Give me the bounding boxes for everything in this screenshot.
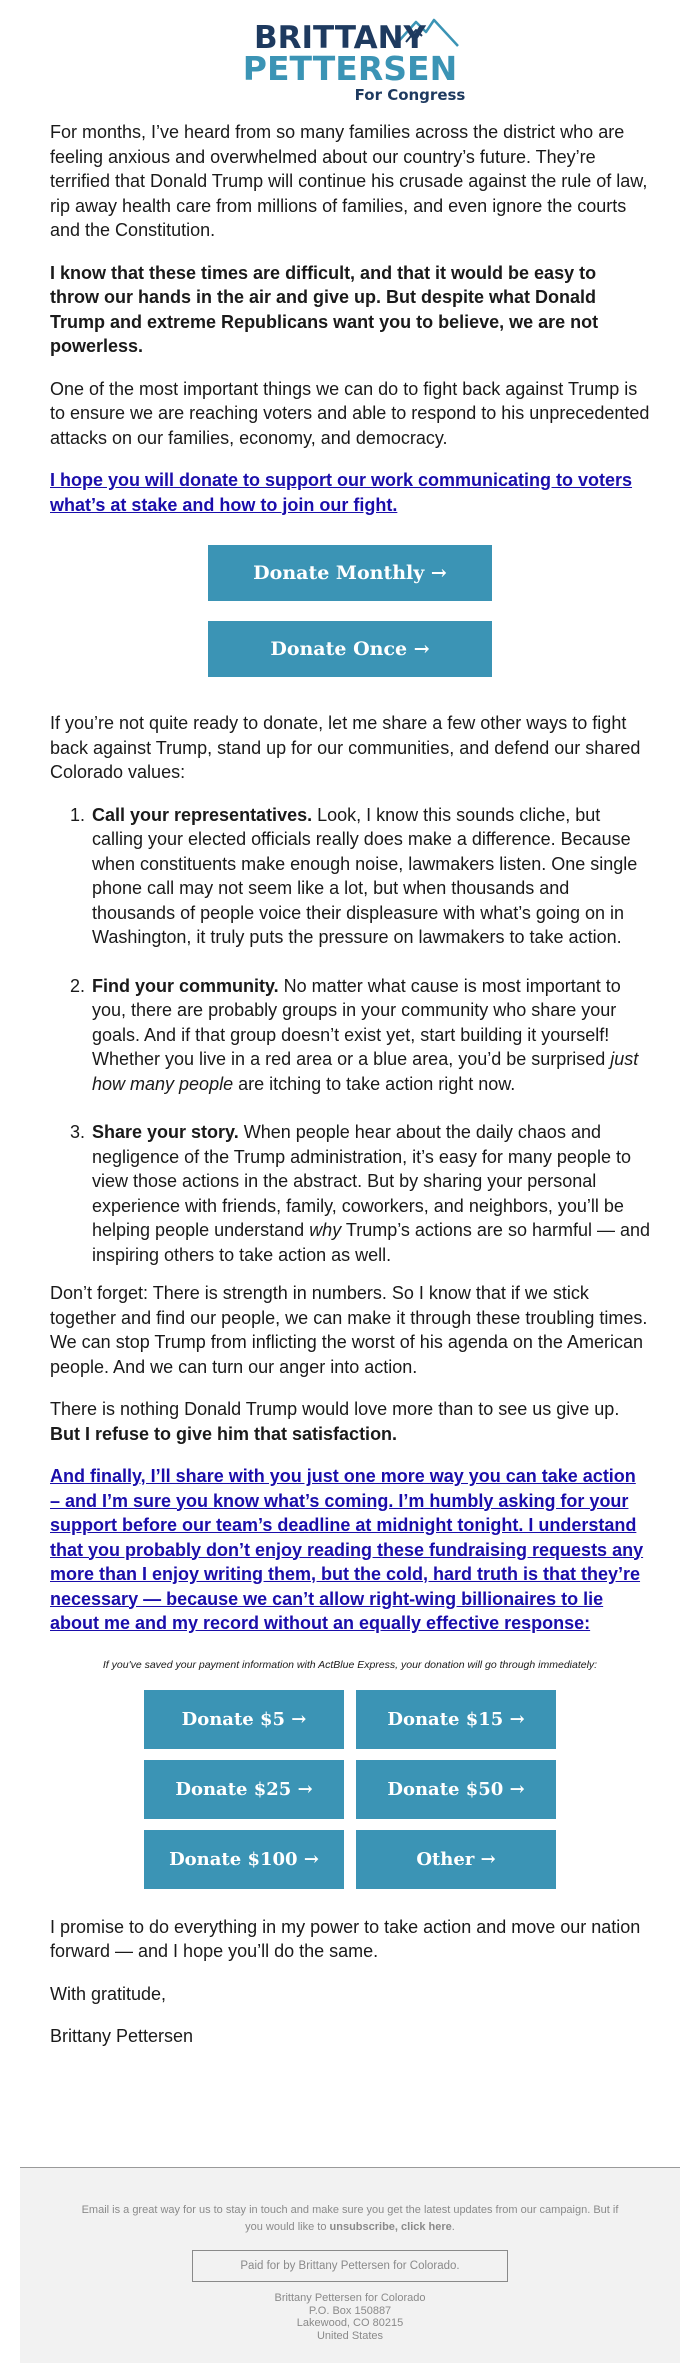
signature: Brittany Pettersen bbox=[50, 2026, 194, 2046]
refuse-paragraph bbox=[50, 1397, 650, 1446]
donate-15-button[interactable]: Donate $15 → bbox=[356, 1690, 556, 1749]
email-footer bbox=[20, 2167, 680, 2363]
campaign-logo-graphic bbox=[220, 16, 480, 106]
address-line: Brittany Pettersen for Colorado bbox=[274, 2292, 426, 2304]
final-appeal bbox=[50, 1464, 650, 1636]
unsubscribe-link[interactable]: unsubscribe, click here bbox=[329, 2221, 452, 2233]
donate-25-button[interactable]: Donate $25 → bbox=[144, 1760, 344, 1819]
closing: With gratitude, bbox=[50, 1983, 167, 2004]
donate-once-button[interactable]: Donate Once → bbox=[208, 621, 492, 677]
logo-line-1: BRITTANY bbox=[253, 20, 427, 56]
list-item-title: Find your community. bbox=[92, 975, 279, 996]
donation-amount-grid bbox=[144, 1690, 556, 1889]
list-item-text-end: Trump’s actions are so harmful — and inspiring others to take action as well. bbox=[92, 1220, 651, 1265]
list-item-title: Share your story. bbox=[92, 1122, 239, 1142]
campaign-logo bbox=[0, 16, 700, 106]
list-item-text-end: are itching to take action right now. bbox=[233, 1073, 516, 1094]
list-item bbox=[90, 1120, 650, 1267]
donate-other-button[interactable]: Other → bbox=[356, 1830, 556, 1889]
list-item-emphasis: why bbox=[309, 1220, 342, 1240]
email-body bbox=[50, 120, 650, 2067]
other-ways-paragraph: If you’re not quite ready to donate, let me share a few other ways to fight back against Trump, stand up for our communities, and defend our shared Colorado values: bbox=[50, 713, 641, 782]
logo-line-3: For Congress bbox=[354, 86, 466, 104]
refuse-emphasis: But I refuse to give him that satisfaction. bbox=[50, 1423, 398, 1444]
footer-message bbox=[80, 2202, 620, 2236]
list-item-text: No matter what cause is most important to you, there are probably groups in your community who share your goals. And if that group doesn’t exist yet, start building it yourself! Whether you live in a red area or a blue area, you’d be surprised bbox=[92, 975, 621, 1069]
refuse-text: There is nothing Donald Trump would love more than to see us give up. bbox=[50, 1399, 620, 1419]
intro-paragraph: For months, I’ve heard from so many families across the district who are feeling anxious and overwhelmed about our country’s future. They’re terrified that Donald Trump will continue his crusade against the rule of law, rip away health care from millions of families, and even ignore the courts and the Constitution. bbox=[50, 122, 648, 240]
donate-100-button[interactable]: Donate $100 → bbox=[144, 1830, 344, 1889]
list-item-emphasis: just how many people bbox=[92, 1049, 639, 1094]
donate-appeal bbox=[50, 468, 650, 517]
fight-back-paragraph: One of the most important things we can do to fight back against Trump is to ensure we are reaching voters and able to respond to his unprecedented attacks on our families, economy, and democracy. bbox=[50, 378, 650, 448]
list-item-text: Look, I know this sounds cliche, but calling your elected officials really does make a difference. Because when constituents make enough noise, lawmakers listen. One single phone call may not seem like a lot, but when thousands and thousands of people voice their displeasure with what’s going on in Washington, it truly puts the pressure on lawmakers to take action. bbox=[92, 804, 638, 947]
address-line: P.O. Box 150887 bbox=[308, 2304, 392, 2317]
logo-line-2: PETTERSEN bbox=[242, 49, 458, 88]
promise-paragraph: I promise to do everything in my power to take action and move our nation forward — and I hope you’ll do the same. bbox=[50, 1916, 641, 1961]
mailing-address bbox=[20, 2292, 680, 2342]
donate-monthly-wrapper bbox=[50, 545, 650, 601]
donate-50-button[interactable]: Donate $50 → bbox=[356, 1760, 556, 1819]
footer-text: Email is a great way for us to stay in touch and make sure you get the latest updates from our campaign. But if you would like to bbox=[81, 2204, 619, 2233]
final-appeal-link[interactable]: And finally, I’ll share with you just one more way you can take action – and I’m sure you know what’s coming. I’m humbly asking for your support before our team’s deadline at midnight tonight. I understand that you probably don’t enjoy reading these fundraising requests any more than I enjoy writing them, but the cold, hard truth is that they’re necessary — because we can’t allow right-wing billionaires to lie about me and my record without an equally effective response: bbox=[50, 1466, 644, 1633]
strength-paragraph: Don’t forget: There is strength in numbers. So I know that if we stick together and find our people, we can make it through these troubling times. We can stop Trump from inflicting the worst of his agenda on the American people. And we can turn our anger into action. bbox=[50, 1283, 648, 1377]
donate-once-wrapper bbox=[50, 621, 650, 677]
action-list bbox=[50, 803, 650, 1268]
address-line: Lakewood, CO 80215 bbox=[296, 2317, 404, 2329]
donate-appeal-link[interactable]: I hope you will donate to support our work communicating to voters what’s at stake and how to join our fight. bbox=[50, 470, 633, 515]
donate-5-button[interactable]: Donate $5 → bbox=[144, 1690, 344, 1749]
list-item bbox=[90, 803, 650, 950]
emphasis-paragraph: I know that these times are difficult, and that it would be easy to throw our hands in the air and give up. But despite what Donald Trump and extreme Republicans want you to believe, we are not powerless. bbox=[50, 262, 599, 356]
list-item-text: When people hear about the daily chaos and negligence of the Trump administration, it’s easy for many people to view those actions in the abstract. But by sharing your personal experience with friends, family, coworkers, and neighbors, you’ll be helping people understand bbox=[92, 1122, 631, 1240]
paid-for-disclaimer: Paid for by Brittany Pettersen for Colorado. bbox=[192, 2250, 508, 2282]
list-item-title: Call your representatives. bbox=[92, 804, 313, 825]
actblue-express-note: If you've saved your payment information with ActBlue Express, your donation will go through immediately: bbox=[102, 1658, 598, 1671]
footer-text-end: . bbox=[451, 2221, 455, 2233]
donate-monthly-button[interactable]: Donate Monthly → bbox=[208, 545, 492, 601]
address-line: United States bbox=[316, 2329, 384, 2342]
list-item bbox=[90, 974, 650, 1097]
